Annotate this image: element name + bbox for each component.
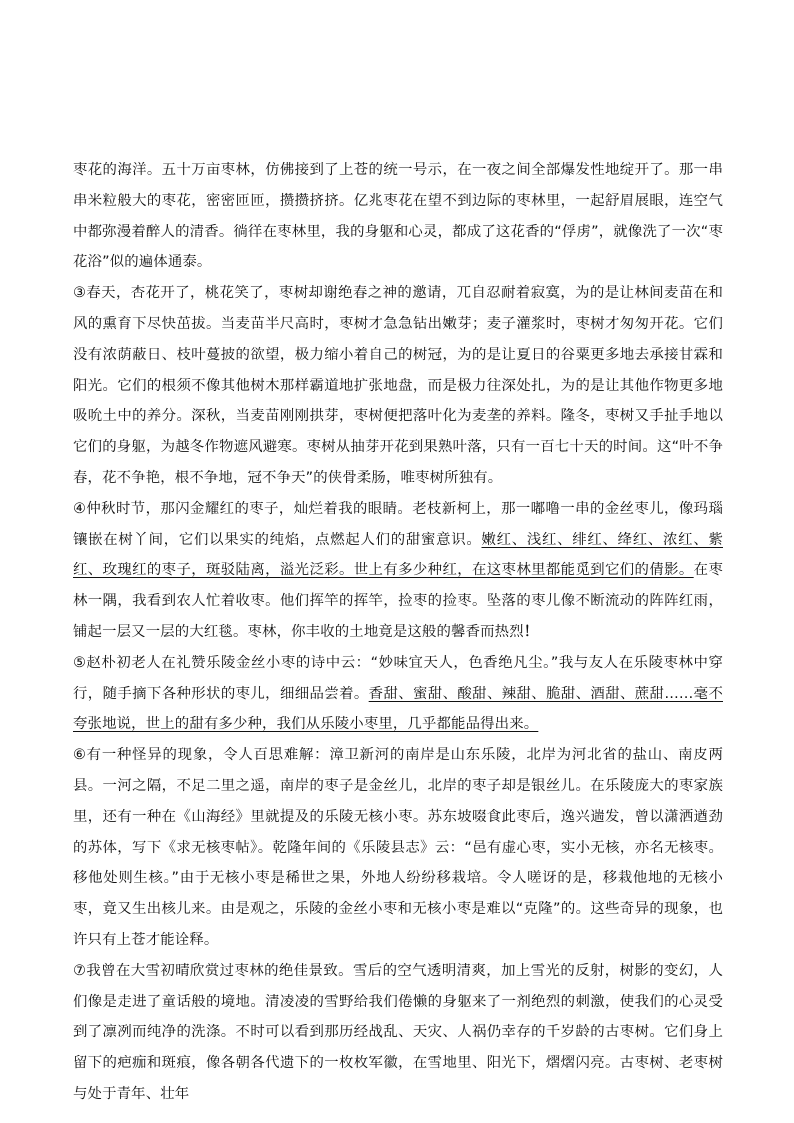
paragraph-2-continued — [73, 155, 723, 278]
paragraph-4 — [73, 494, 723, 648]
paragraph-3 — [73, 278, 723, 494]
paragraph-text: ④仲秋时节，那闪金耀红的枣子，灿烂着我的眼睛。老枝新柯上，那一嘟噜一串的金丝枣儿，像玛瑙镶嵌在树丫间，它们以果实的纯焰，点燃起人们的甜蜜意识。 — [73, 500, 723, 548]
paragraph-text: 枣花的海洋。五十万亩枣林，仿佛接到了上苍的统一号示，在一夜之间全部爆发性地绽开了。那一串串米粒般大的枣花，密密匝匝，攒攒挤挤。亿兆枣花在望不到边际的枣林里，一起舒眉展眼，连空气中都弥漫着醉人的清香。徜徉在枣林里，我的身躯和心灵，都成了这花香的“俘虏”，就像洗了一次“枣花浴”似的遍体通泰。 — [73, 162, 723, 271]
underlined-sentence: 嫩红、浅红、绯红、绛红、浓红、紫红、玫瑰红的枣子，斑驳陆离，溢光泛彩。世上有多少种红，在这枣林里都能觅到它们的倩影。 — [73, 531, 723, 579]
paragraph-text: ⑤赵朴初老人在礼赞乐陵金丝小枣的诗中云：“妙味宜天人，色香绝凡尘。”我与友人在乐陵枣林中穿行，随手摘下各种形状的枣儿，细细品尝着。 — [73, 654, 723, 702]
paragraph-6 — [73, 740, 723, 956]
essay-body — [73, 155, 723, 1110]
underlined-sentence: 香甜、蜜甜、酸甜、辣甜、脆甜、酒甜、蔗甜……毫不夸张地说，世上的甜有多少种，我们从乐陵小枣里，几乎都能品得出来。 — [73, 685, 723, 733]
paragraph-text: 在枣林一隅，我看到农人忙着收枣。他们挥竿的挥竿，捡枣的捡枣。坠落的枣儿像不断流动的阵阵红雨，铺起一层又一层的大红毯。枣林，你丰收的土地竟是这般的馨香而热烈 — [73, 562, 723, 640]
paragraph-7 — [73, 956, 723, 1110]
paragraph-text: ⑦我曾在大雪初晴欣赏过枣林的绝佳景致。雪后的空气透明清爽，加上雪光的反射，树影的变幻，人们像是走进了童话般的境地。清凌凌的雪野给我们倦懒的身躯来了一剂绝烈的刺激，使我们的心灵受到了凛冽而纯净的洗涤。不时可以看到那历经战乱、天灾、人祸仍幸存的千岁龄的古枣树。它们身上留下的疤痂和斑痕，像各朝各代遗下的一枚枚军徽，在雪地里、阳光下，熠熠闪亮。古枣树、老枣树与处于青年、壮年 — [73, 962, 723, 1102]
paragraph-text: ③春天，杏花开了，桃花笑了，枣树却谢绝春之神的邀请，兀自忍耐着寂寞，为的是让林间麦苗在和风的熏育下尽快茁拔。当麦苗半尺高时，枣树才急急钻出嫩芽；麦子灌浆时，枣树才匆匆开花。它们没有浓荫蔽日、枝叶蔓披的欲望，极力缩小着自己的树冠，为的是让夏日的谷粟更多地去承接甘霖和阳光。它们的根须不像其他树木那样霸道地扩张地盘，而是极力往深处扎，为的是让其他作物更多地吸吮土中的养分。深秋，当麦苗刚刚拱芽，枣树便把落叶化为麦垄的养料。隆冬，枣树又手扯手地以它们的身躯，为越冬作物遮风避寒。枣树从抽芽开花到果熟叶落，只有一百七十天的时间。这“叶不争春，花不争艳，根不争地，冠不争天”的侠骨柔肠，唯枣树所独有。 — [73, 285, 723, 486]
paragraph-text: ⑥有一种怪异的现象，令人百思难解：漳卫新河的南岸是山东乐陵，北岸为河北省的盐山、南皮两县。一河之隔，不足二里之遥，南岸的枣子是金丝儿，北岸的枣子却是银丝儿。在乐陵庞大的枣家族里，还有一种在《山海经》里就提及的乐陵无核小枣。苏东坡啜食此枣后，逸兴遄发，曾以潇洒遒劲的苏体，写下《求无核枣帖》。乾隆年间的《乐陵县志》云：“邑有虚心枣，实小无核，亦名无核枣。移他处则生核。”由于无核小枣是稀世之果，外地人纷纷移栽培。令人嗟讶的是，移栽他地的无核小枣，竟又生出核儿来。由是观之，乐陵的金丝小枣和无核小枣是难以“克隆”的。这些奇异的现象，也许只有上苍才能诠释。 — [73, 747, 723, 948]
exclamation-mark: ！ — [523, 623, 539, 640]
paragraph-5 — [73, 648, 723, 740]
